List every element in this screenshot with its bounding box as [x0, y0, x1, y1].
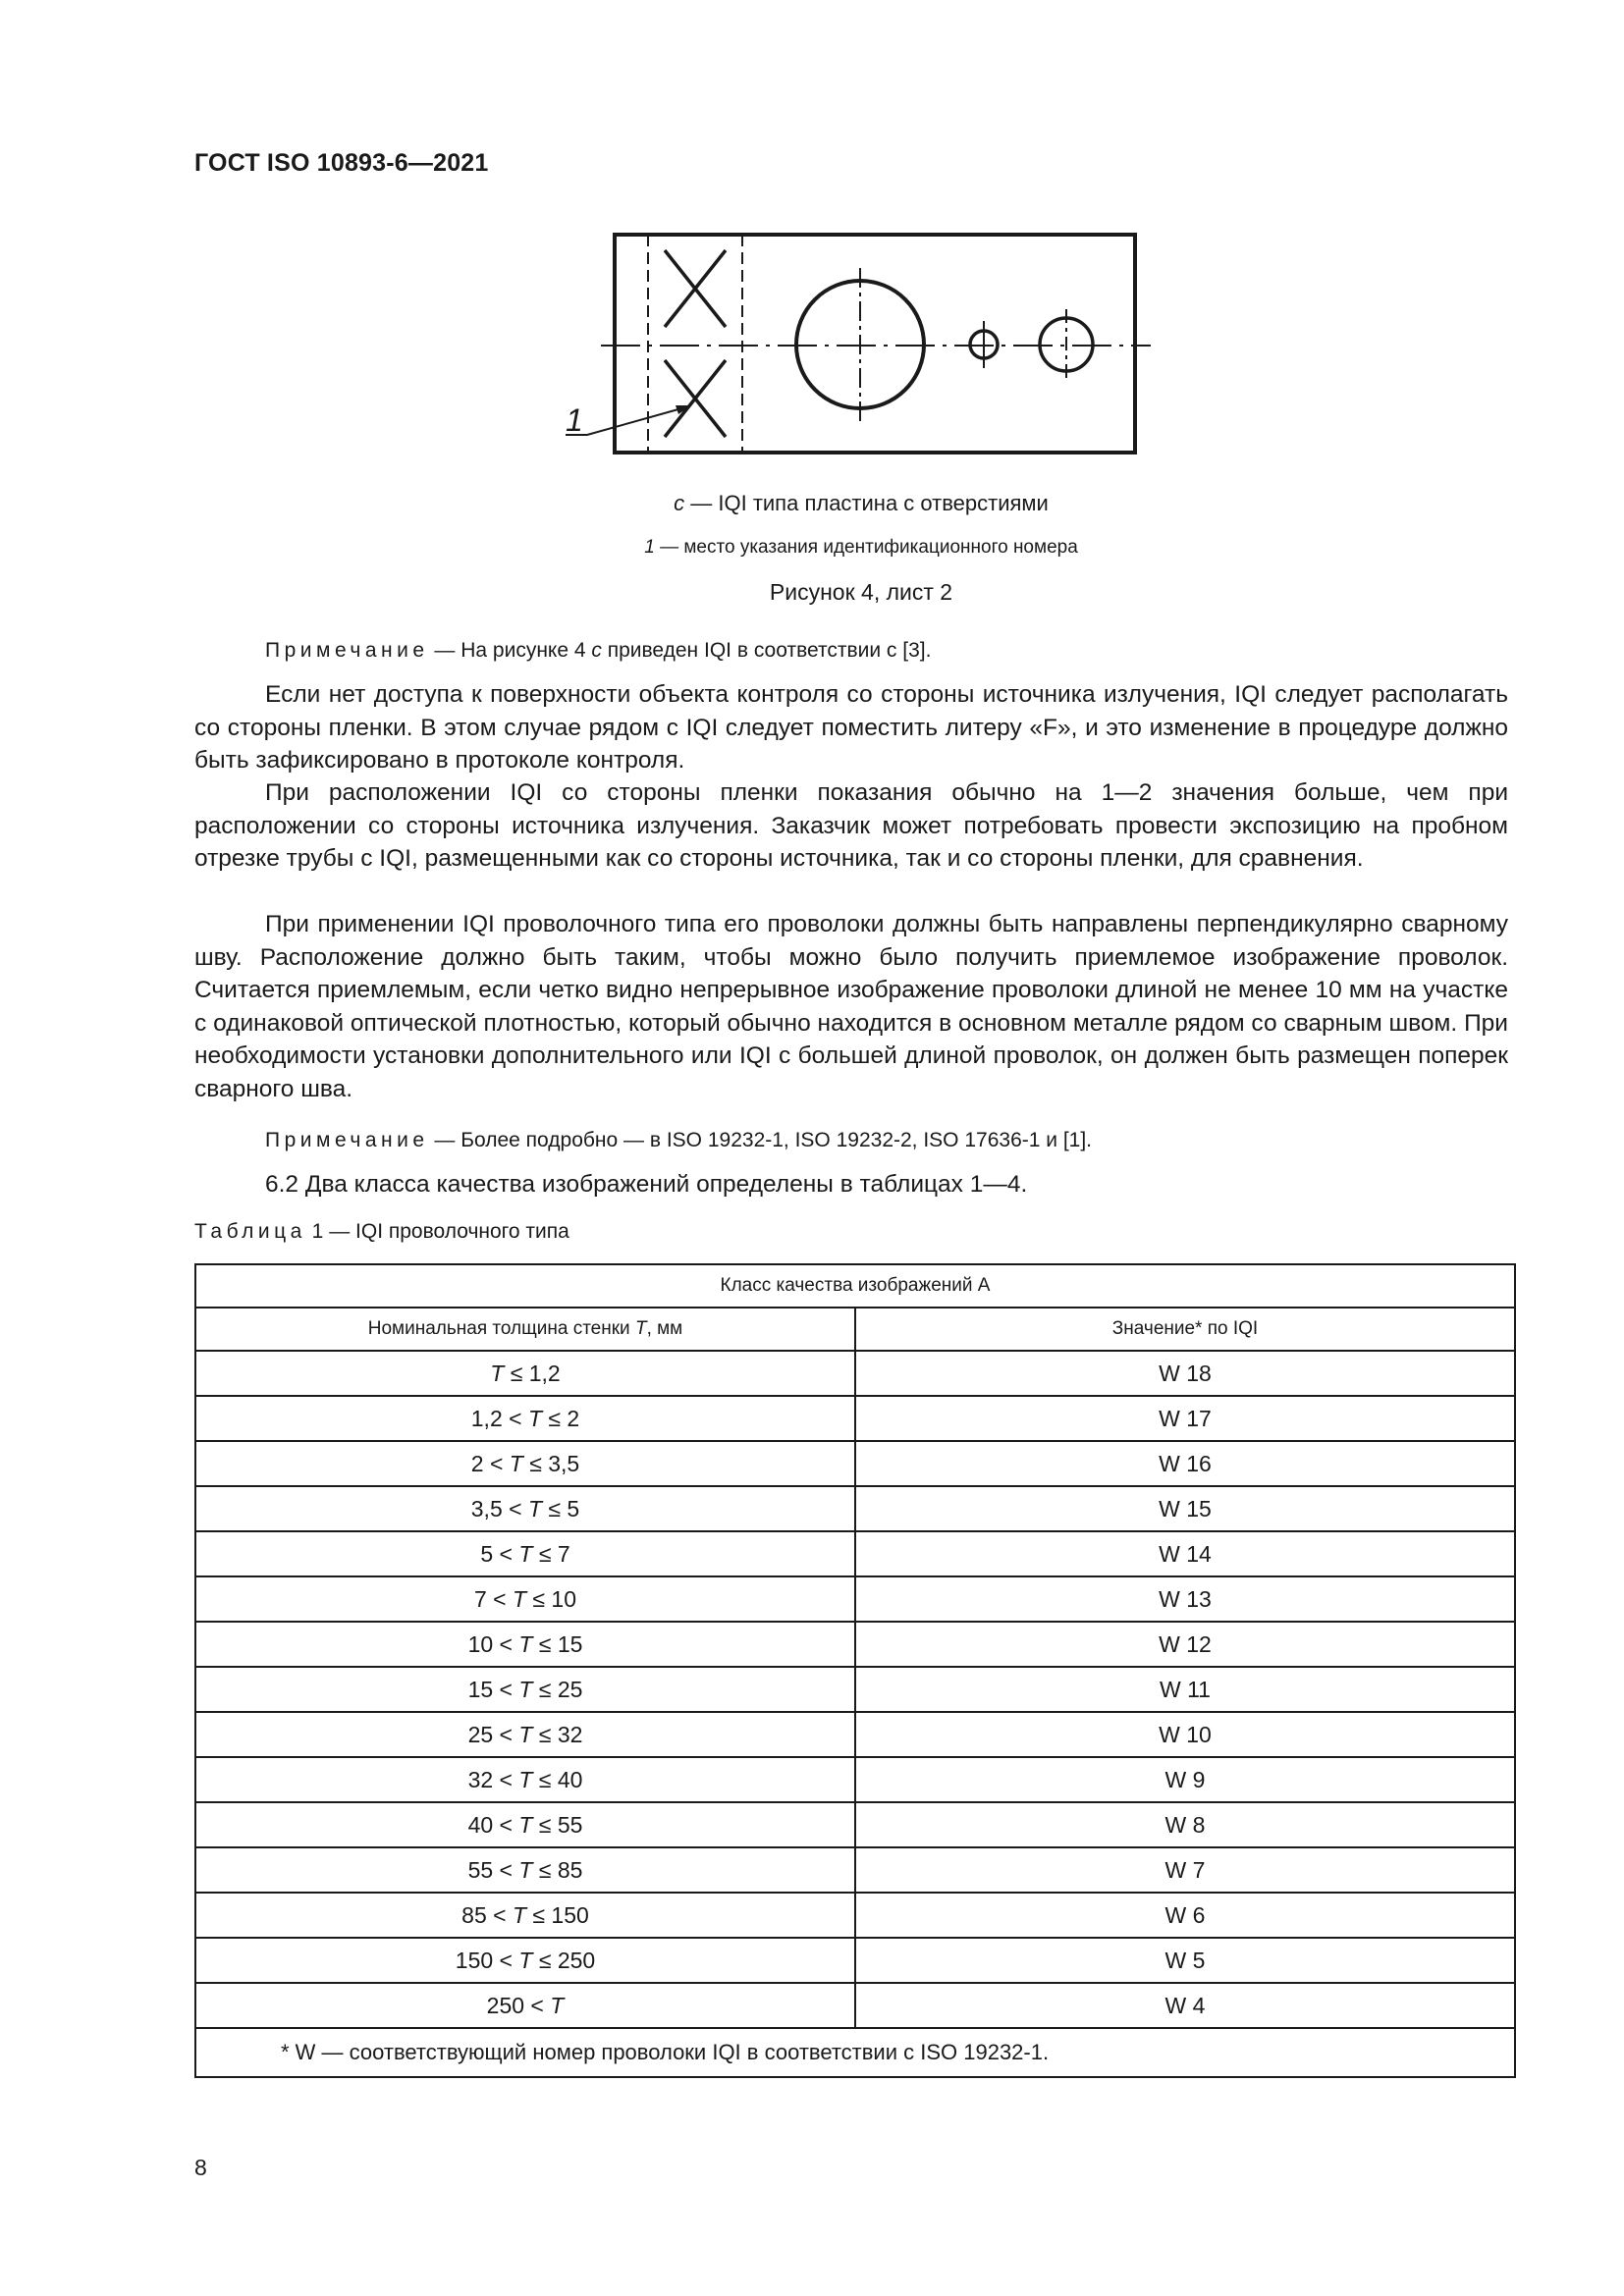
figure-iqi-plate — [550, 211, 1178, 481]
table-row — [195, 1893, 1515, 1938]
class-header: Класс качества изображений А — [195, 1264, 1515, 1308]
thickness-cell: 85 < T ≤ 150 — [195, 1893, 855, 1938]
table-caption: Таблица 1 — IQI проволочного типа — [194, 1220, 569, 1243]
col-header-thickness: Номинальная толщина стенки T, мм — [195, 1308, 855, 1351]
thickness-cell: 1,2 < T ≤ 2 — [195, 1396, 855, 1441]
figure-title: Рисунок 4, лист 2 — [769, 579, 953, 605]
plate-outline — [615, 235, 1135, 453]
iqi-value-cell: W 12 — [855, 1622, 1515, 1667]
iqi-value-cell: W 13 — [855, 1576, 1515, 1622]
table-caption-label: Таблица — [194, 1220, 306, 1243]
col-header-value: Значение* по IQI — [855, 1308, 1515, 1351]
table-row — [195, 1802, 1515, 1847]
thickness-cell: 3,5 < T ≤ 5 — [195, 1486, 855, 1531]
thickness-cell: T ≤ 1,2 — [195, 1351, 855, 1396]
table-footnote: * W — соответствующий номер проволоки IQI в соответствии с ISO 19232-1. — [195, 2028, 1515, 2077]
iqi-value-cell: W 6 — [855, 1893, 1515, 1938]
paragraph-1: Если нет доступа к поверхности объекта контроля со стороны источника излучения, IQI следует располагать со стороны пленки. В этом случае рядом с IQI следует поместить литеру «F», и это изменение в процедуре должно быть зафиксировано в протоколе контроля. — [194, 681, 1508, 774]
iqi-value-cell: W 16 — [855, 1441, 1515, 1486]
note-label: Примечание — [265, 639, 429, 662]
iqi-value-cell: W 5 — [855, 1938, 1515, 1983]
table-row — [195, 1531, 1515, 1576]
thickness-cell: 2 < T ≤ 3,5 — [195, 1441, 855, 1486]
thickness-cell: 25 < T ≤ 32 — [195, 1712, 855, 1757]
legend-number: 1 — [644, 537, 655, 558]
iqi-value-cell: W 15 — [855, 1486, 1515, 1531]
note-2: Примечание — Более подробно — в ISO 19232-1, ISO 19232-2, ISO 17636-1 и [1]. — [265, 1129, 1092, 1151]
paragraph-3: При применении IQI проволочного типа его проволоки должны быть направлены перпендикулярно сварному шву. Расположение должно быть таким, чтобы можно было получить приемлемое изображение проволок. Считается приемлемым, если четко видно непрерывное изображение проволоки длиной не менее 10 мм на участке с одинаковой оптической плотностью, который обычно находится в основном металле рядом со сварным швом. При необходимости установки дополнительного или IQI с большей длиной проволок, он должен быть размещен поперек сварного шва. — [194, 911, 1508, 1102]
iqi-value-cell: W 10 — [855, 1712, 1515, 1757]
iqi-plate-drawing — [550, 211, 1178, 476]
cross-mark-bottom — [665, 360, 726, 437]
caption-text: — IQI типа пластина с отверстиями — [684, 491, 1049, 515]
iqi-value-cell: W 11 — [855, 1667, 1515, 1712]
marker-label-1: 1 — [566, 402, 583, 438]
page-number: 8 — [194, 2155, 207, 2180]
thickness-cell: 7 < T ≤ 10 — [195, 1576, 855, 1622]
thickness-cell: 10 < T ≤ 15 — [195, 1622, 855, 1667]
table-row — [195, 1847, 1515, 1893]
legend-text: — место указания идентификационного номера — [654, 537, 1078, 558]
paragraph-2: При расположении IQI со стороны пленки показания обычно на 1—2 значения больше, чем при расположении со стороны источника излучения. Заказчик может потребовать провести экспозицию на пробном отрезке трубы с IQI, размещенными как со стороны источника, так и со стороны пленки, для сравнения. — [194, 779, 1508, 872]
cross-mark-top — [665, 250, 726, 327]
iqi-value-cell: W 18 — [855, 1351, 1515, 1396]
note-1: Примечание — На рисунке 4 c приведен IQI в соответствии с [3]. — [265, 639, 932, 662]
table-row — [195, 1622, 1515, 1667]
table-row — [195, 1983, 1515, 2028]
table-row — [195, 1938, 1515, 1983]
iqi-value-cell: W 17 — [855, 1396, 1515, 1441]
thickness-cell: 250 < T — [195, 1983, 855, 2028]
iqi-value-cell: W 4 — [855, 1983, 1515, 2028]
table-row — [195, 1667, 1515, 1712]
iqi-value-cell: W 8 — [855, 1802, 1515, 1847]
document-header: ГОСТ ISO 10893-6—2021 — [194, 149, 489, 177]
thickness-cell: 32 < T ≤ 40 — [195, 1757, 855, 1802]
section-6-2: 6.2 Два класса качества изображений определены в таблицах 1—4. — [265, 1171, 1028, 1198]
table-row — [195, 1712, 1515, 1757]
table-row — [195, 1351, 1515, 1396]
iqi-value-cell: W 14 — [855, 1531, 1515, 1576]
iqi-value-cell: W 9 — [855, 1757, 1515, 1802]
thickness-cell: 15 < T ≤ 25 — [195, 1667, 855, 1712]
figure-legend — [0, 537, 1624, 559]
iqi-wire-table — [194, 1263, 1516, 2078]
table-row — [195, 1396, 1515, 1441]
table-row — [195, 1757, 1515, 1802]
thickness-cell: 5 < T ≤ 7 — [195, 1531, 855, 1576]
thickness-cell: 40 < T ≤ 55 — [195, 1802, 855, 1847]
table-row — [195, 1486, 1515, 1531]
table-row — [195, 1441, 1515, 1486]
iqi-value-cell: W 7 — [855, 1847, 1515, 1893]
table-row — [195, 1576, 1515, 1622]
thickness-cell: 55 < T ≤ 85 — [195, 1847, 855, 1893]
note-label: Примечание — [265, 1129, 429, 1151]
figure-caption — [0, 491, 1624, 516]
thickness-cell: 150 < T ≤ 250 — [195, 1938, 855, 1983]
caption-letter: c — [674, 491, 685, 515]
